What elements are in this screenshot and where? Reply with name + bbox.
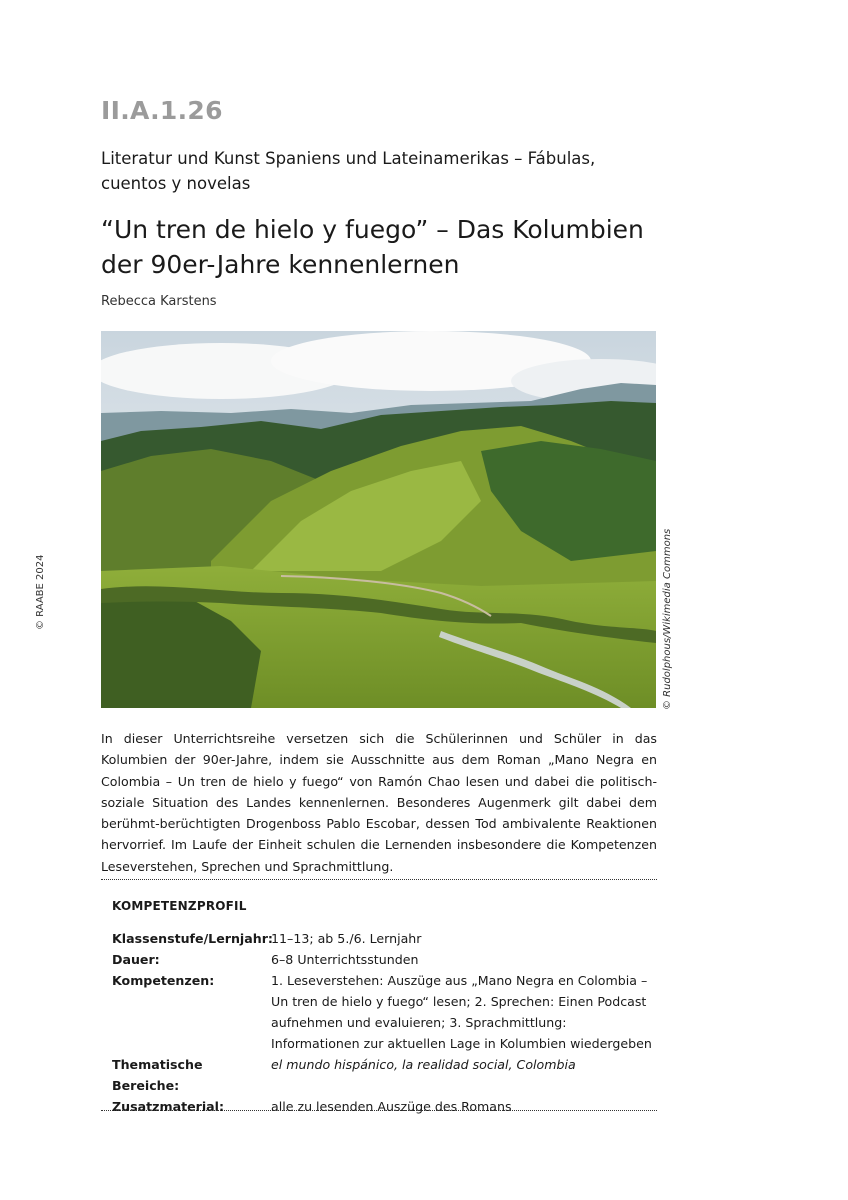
intro-paragraph: In dieser Unterrichtsreihe versetzen sich die Schülerinnen und Schüler in das Kolumbien der 90er-Jahre, indem sie Ausschnitte aus dem Roman „Mano Negra en Colombia – Un tren de hielo y fuego“ von Ramón Chao lesen und dabei die politisch-soziale Situation des Landes kennenlernen. Besonderes Augenmerk gilt dabei dem berühmt-berüchtigten Drogenboss Pablo Escobar, dessen Tod ambivalente Reaktionen hervorrief. Im Laufe der Einheit schulen die Lernenden insbesondere die Kompetenzen Leseverstehen, Sprechen und Sprachmittlung.	[101, 731, 657, 874]
series-subtitle: Literatur und Kunst Spaniens und Lateinamerikas – Fábulas, cuentos y novelas	[101, 149, 596, 193]
author-name: Rebecca Karstens	[101, 294, 217, 309]
kompetenzprofil-heading: KOMPETENZPROFIL	[112, 899, 247, 913]
page-title: “Un tren de hielo y fuego” – Das Kolumbien der 90er-Jahre kennenlernen	[101, 215, 644, 279]
kp-label: Kompetenzen:	[112, 973, 215, 988]
photo-credit: © Rudolphous/Wikimedia Commons	[662, 528, 673, 710]
kp-value: 11–13; ab 5./6. Lernjahr	[271, 931, 422, 946]
copyright-notice: © RAABE 2024	[35, 554, 46, 630]
kp-value: el mundo hispánico, la realidad social, Colombia	[271, 1057, 576, 1072]
landscape-photo	[101, 331, 656, 708]
kp-row-kompetenzen	[112, 970, 652, 1054]
kp-value: 1. Leseverstehen: Auszüge aus „Mano Negra en Colombia – Un tren de hielo y fuego“ lesen; 2. Sprechen: Einen Podcast aufnehmen und evaluieren; 3. Sprachmittlung: Informationen zur aktuellen Lage in Kolumbien wiedergeben	[271, 973, 652, 1051]
kp-row-thematische-bereiche	[112, 1054, 652, 1096]
kp-label: Klassenstufe/Lernjahr:	[112, 931, 273, 946]
kompetenzprofil-table	[112, 928, 652, 1117]
kp-row-zusatzmaterial	[112, 1096, 652, 1117]
divider-top	[101, 879, 657, 880]
unit-code: II.A.1.26	[101, 96, 223, 125]
divider-bottom	[101, 1110, 657, 1111]
kp-label: Zusatzmaterial:	[112, 1099, 225, 1114]
kp-value: 6–8 Unterrichtsstunden	[271, 952, 419, 967]
kp-row-dauer	[112, 949, 652, 970]
kp-label: Thematische Bereiche:	[112, 1057, 203, 1093]
kp-row-klassenstufe	[112, 928, 652, 949]
kp-label: Dauer:	[112, 952, 160, 967]
kp-value: alle zu lesenden Auszüge des Romans	[271, 1099, 512, 1114]
